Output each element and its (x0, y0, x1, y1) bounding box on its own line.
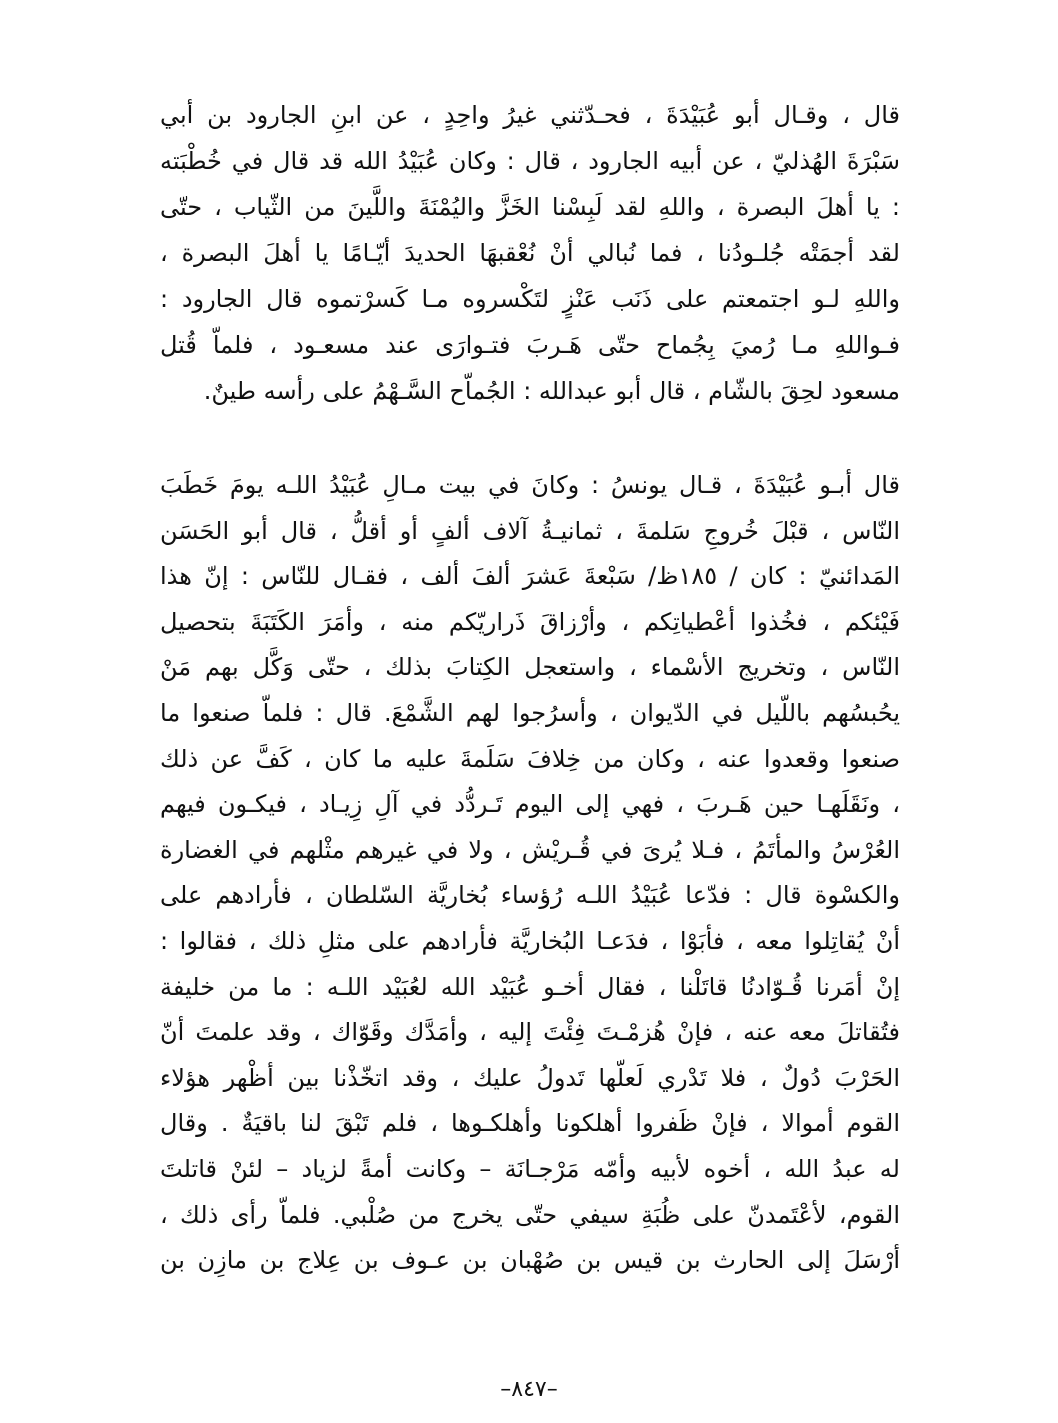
text-line: إنْ أمَرنا قُـوّادنُا قاتَلْنا ، فقال أخـو عُبَيْد الله لعُبَيْد اللـه : ما من خليفة (160, 972, 900, 1001)
text-line: القوم أموالا ، فإنْ ظَفروا أهلكونا وأهلكـوها ، فلم تَبْقَ لنا باقيَةٌ . وقال (160, 1109, 900, 1138)
text-line: والكسْوة قال : فدّعا عُبَيْدُ اللـه رُؤساء بُخاريَّة السّلطان ، فأرادهم على (160, 881, 900, 910)
text-line: فتُقاتلَ معه عنه ، فإنْ هُزمْـتَ فِئْتَ إليه ، وأمَدَّك وقَوّاك ، وقد علمتَ أنّ (160, 1018, 900, 1047)
text-line: فَيْئكم ، فخُذوا أعْطياتِكم ، وأرْزاقَ ذَراريّكم منه ، وأمَرَ الكَتَبَةَ بتحصيل (160, 607, 900, 636)
text-line: : يا أهلَ البصرة ، واللهِ لقد لَبِسْنا الخَزَّ واليُمْنَةَ واللَّينَ من الثّياب ، حتّى (160, 193, 900, 221)
text-line: ، ونَقَلَهـا حين هَـربَ ، فهي إلى اليوم تَـردُّد في آلِ زِيـاد ، فيكـون فيهم (160, 790, 900, 819)
text-line: يحُبسُهم باللّيل في الدّيوان ، وأسرُجوا لهم الشَّمْعَ. قال : فلماّ صنعوا ما (160, 698, 900, 727)
text-line: أرْسَلَ إلى الحارث بن قيس بن صُهْبان بن عـوف بن عِلاج بن مازِن بن (160, 1246, 900, 1275)
text-line: الحَرْبَ دُولٌ ، فلا تَدْري لَعلّها تَدولُ عليك ، وقد اتخّذْنا بين أظْهر هؤلاء (160, 1063, 900, 1092)
text-line: أنْ يُقاتِلوا معه ، فأبَوْا ، فدَعـا البُخاريَّة فأرادهم على مثلِ ذلك ، فقالوا : (160, 926, 900, 955)
text-line: صنعوا وقعدوا عنه ، وكان من خِلافَ سَلَمةَ عليه ما كان ، كَفَّ عن ذلك (160, 744, 900, 773)
text-line: له عبدُ الله ، أخوه لأبيه وأمّه مَرْجـانَة – وكانت أمةً لزياد – لئنْ قاتلتَ (160, 1154, 900, 1183)
text-line: النّاس ، قبْلَ خُروجِ سَلمةَ ، ثمانيـةُ آلاف ألفٍ أو أقلُّ ، قال أبو الحَسَن (160, 516, 900, 545)
text-line: النّاس ، وتخريج الأسْماء ، واستعجل الكِتابَ بذلك ، حتّى وَكَّل بهم مَنْ (160, 653, 900, 682)
text-line: واللهِ لـو اجتمعتم على ذَنَب عَنْزٍ لتَكْسروه مـا كَسرْتموه قال الجارود : (160, 285, 900, 313)
text-line: القوم، لأعْتَمدنّ على ظُبَةِ سيفي حتّى يخرج من صُلْبي. فلماّ رأى ذلك ، (160, 1200, 900, 1229)
page-number: –٨٤٧– (500, 1377, 558, 1402)
text-line: لقد أجمَتْه جُلـودُنا ، فما نُبالي أنْ نُعْقبهَا الحديدَ أيّـامًا يا أهلَ البصرة ، (160, 239, 900, 267)
text-line: قال ، وقـال أبو عُبَيْدَةَ ، فحـدّثني غيرُ واحِدٍ ، عن ابنِ الجارود بن أبي (160, 101, 900, 129)
paragraph-1 (160, 92, 900, 414)
text-line: العُرْسُ والمأتَمُ ، فـلا يُرىَ في قُـريْش ، ولا في غيرهم مثْلهم في الغضارة (160, 835, 900, 864)
text-line: سَبْرَةَ الهُذليّ ، عن أبيه الجارود ، قال : وكان عُبَيْدُ الله قد قال في خُطْبَته (160, 147, 900, 175)
text-line: قال أبـو عُبَيْدَةَ ، قـال يونسُ : وكانَ في بيت مـالِ عُبَيْدُ اللـه يومَ خَطَبَ (160, 471, 900, 499)
text-line: فـواللهِ مـا رُميَ بِجُماح حتّى هَـربَ فتـوارَى عند مسعـود ، فلماّ قُتل (160, 331, 900, 359)
text-line: مسعود لحِقَ بالشّام ، قال أبو عبدالله : الجُماّح السَّـهْمُ على رأسه طينٌ. (203, 377, 900, 405)
paragraph-2 (160, 463, 900, 1284)
text-line: المَدائنيّ : كان / ١٨٥ظ/ سَبْعةَ عَشرَ ألفَ ألف ، فقـال للنّاس : إنّ هذا (160, 562, 900, 591)
